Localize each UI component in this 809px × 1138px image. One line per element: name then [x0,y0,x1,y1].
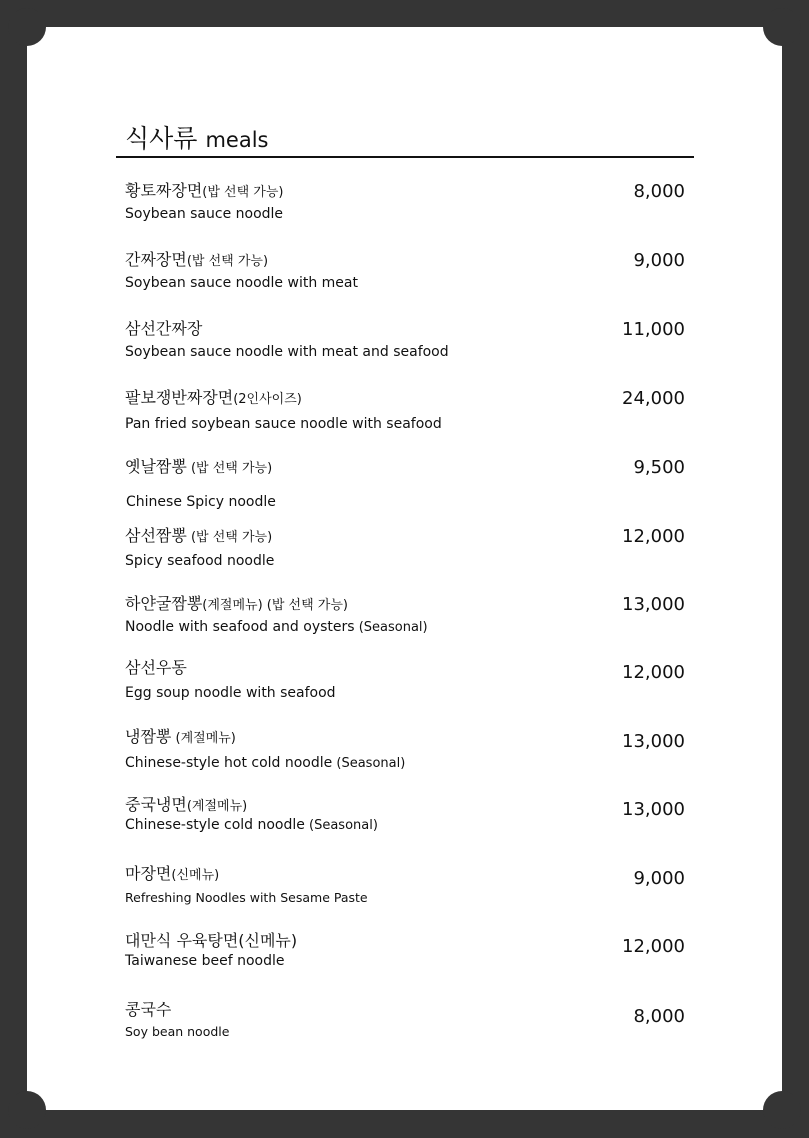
item-description: Soybean sauce noodle [125,206,284,222]
item-name: 냉짬뽕 [125,727,172,746]
corner-notch [763,1091,801,1129]
item-price: 12,000 [622,526,685,547]
menu-item [125,726,685,774]
item-price: 8,000 [633,1006,685,1027]
item-price: 12,000 [622,662,685,683]
item-name: 삼선우동 [125,658,187,677]
item-description: Soy bean noodle [125,1024,230,1039]
menu-item [125,794,685,836]
item-note: (계절메뉴) (밥 선택 가능) [202,598,348,613]
item-description-note: (Seasonal) [332,756,406,771]
item-note: (밥 선택 가능) [186,530,273,545]
menu-item [125,318,685,363]
item-name: 간짜장면 [125,250,187,269]
item-price: 9,500 [633,457,685,478]
item-price: 9,000 [633,250,685,271]
item-description: Chinese-style cold noodle [125,817,305,833]
item-description: Soybean sauce noodle with meat and seafood [125,344,449,360]
item-description: Pan fried soybean sauce noodle with seafood [125,416,442,432]
item-description: Chinese Spicy noodle [126,494,276,510]
section-title-korean: 식사류 [125,124,198,153]
item-description: Chinese-style hot cold noodle [125,755,333,771]
menu-item [125,999,685,1043]
item-price: 24,000 [622,388,685,409]
item-name: 마장면 [125,864,172,883]
item-name: 대만식 우육탕면(신메뉴) [125,931,298,950]
heading-divider [116,156,694,158]
item-price: 13,000 [622,594,685,615]
item-description: Spicy seafood noodle [125,553,275,569]
menu-item [125,657,685,704]
item-price: 8,000 [633,181,685,202]
item-description: Egg soup noodle with seafood [125,685,336,701]
item-description: Noodle with seafood and oysters [125,619,355,635]
menu-item [125,525,685,572]
item-price: 12,000 [622,936,685,957]
item-name: 하얀굴짬뽕 [125,594,203,613]
item-note: (밥 선택 가능) [202,185,284,200]
item-price: 13,000 [622,731,685,752]
item-name: 황토짜장면 [125,181,203,200]
corner-notch [8,1091,46,1129]
menu-item [125,249,685,294]
item-description-note: (Seasonal) [354,620,428,635]
item-description: Taiwanese beef noodle [125,953,285,969]
item-note: (계절메뉴) [171,731,236,746]
menu-item [125,593,685,638]
item-name: 중국냉면 [125,795,187,814]
item-name: 삼선간짜장 [125,319,203,338]
item-price: 11,000 [622,319,685,340]
item-description: Refreshing Noodles with Sesame Paste [125,890,368,905]
corner-notch [8,8,46,46]
menu-item [125,456,685,513]
item-name: 콩국수 [125,1000,172,1019]
item-price: 13,000 [622,799,685,820]
section-title-english: meals [205,128,269,152]
menu-item [125,180,685,225]
menu-page [27,27,782,1110]
item-note: (2인사이즈) [233,392,302,407]
menu-item [125,863,685,909]
item-note: (밥 선택 가능) [186,254,269,269]
item-note: (계절메뉴) [186,799,248,814]
item-name: 팔보쟁반짜장면 [125,388,234,407]
item-name: 삼선짬뽕 [125,526,187,545]
item-description: Soybean sauce noodle with meat [125,275,358,291]
item-note: (신메뉴) [171,868,220,883]
section-heading [125,119,268,157]
menu-item [125,387,685,435]
item-price: 9,000 [633,868,685,889]
item-note: (밥 선택 가능) [186,461,273,476]
item-name: 옛날짬뽕 [125,457,187,476]
menu-item [125,930,685,972]
item-description-note: (Seasonal) [304,818,378,833]
corner-notch [763,8,801,46]
